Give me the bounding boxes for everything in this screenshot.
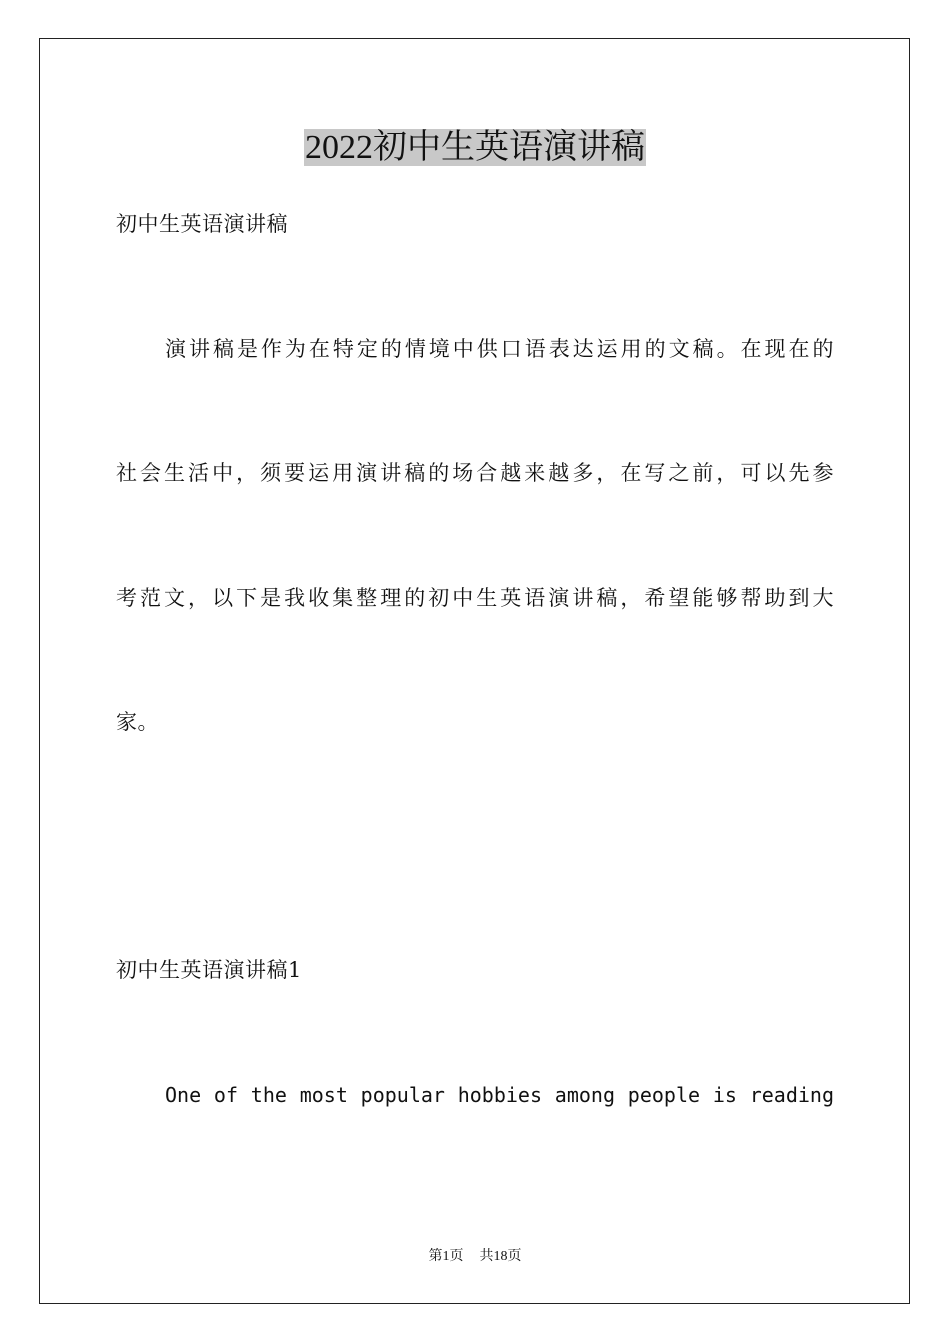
intro-line-1: 演讲稿是作为在特定的情境中供口语表达运用的文稿。在现在的 bbox=[165, 337, 834, 361]
document-title bbox=[0, 126, 950, 170]
intro-line-4: 家。 bbox=[116, 710, 159, 734]
intro-line-3: 考范文，以下是我收集整理的初中生英语演讲稿，希望能够帮助到大 bbox=[116, 586, 834, 610]
document-subtitle: 初中生英语演讲稿 bbox=[116, 212, 288, 236]
intro-line-2: 社会生活中，须要运用演讲稿的场合越来越多，在写之前，可以先参 bbox=[116, 461, 834, 485]
page-number: 第1页 bbox=[428, 1249, 464, 1264]
title-highlight: 2022初中生英语演讲稿 bbox=[305, 129, 645, 166]
page-total: 共18页 bbox=[479, 1249, 522, 1264]
section-text-line-1: One of the most popular hobbies among people is reading bbox=[165, 1083, 834, 1107]
page-footer bbox=[0, 1248, 950, 1266]
section-heading: 初中生英语演讲稿1 bbox=[116, 958, 302, 982]
